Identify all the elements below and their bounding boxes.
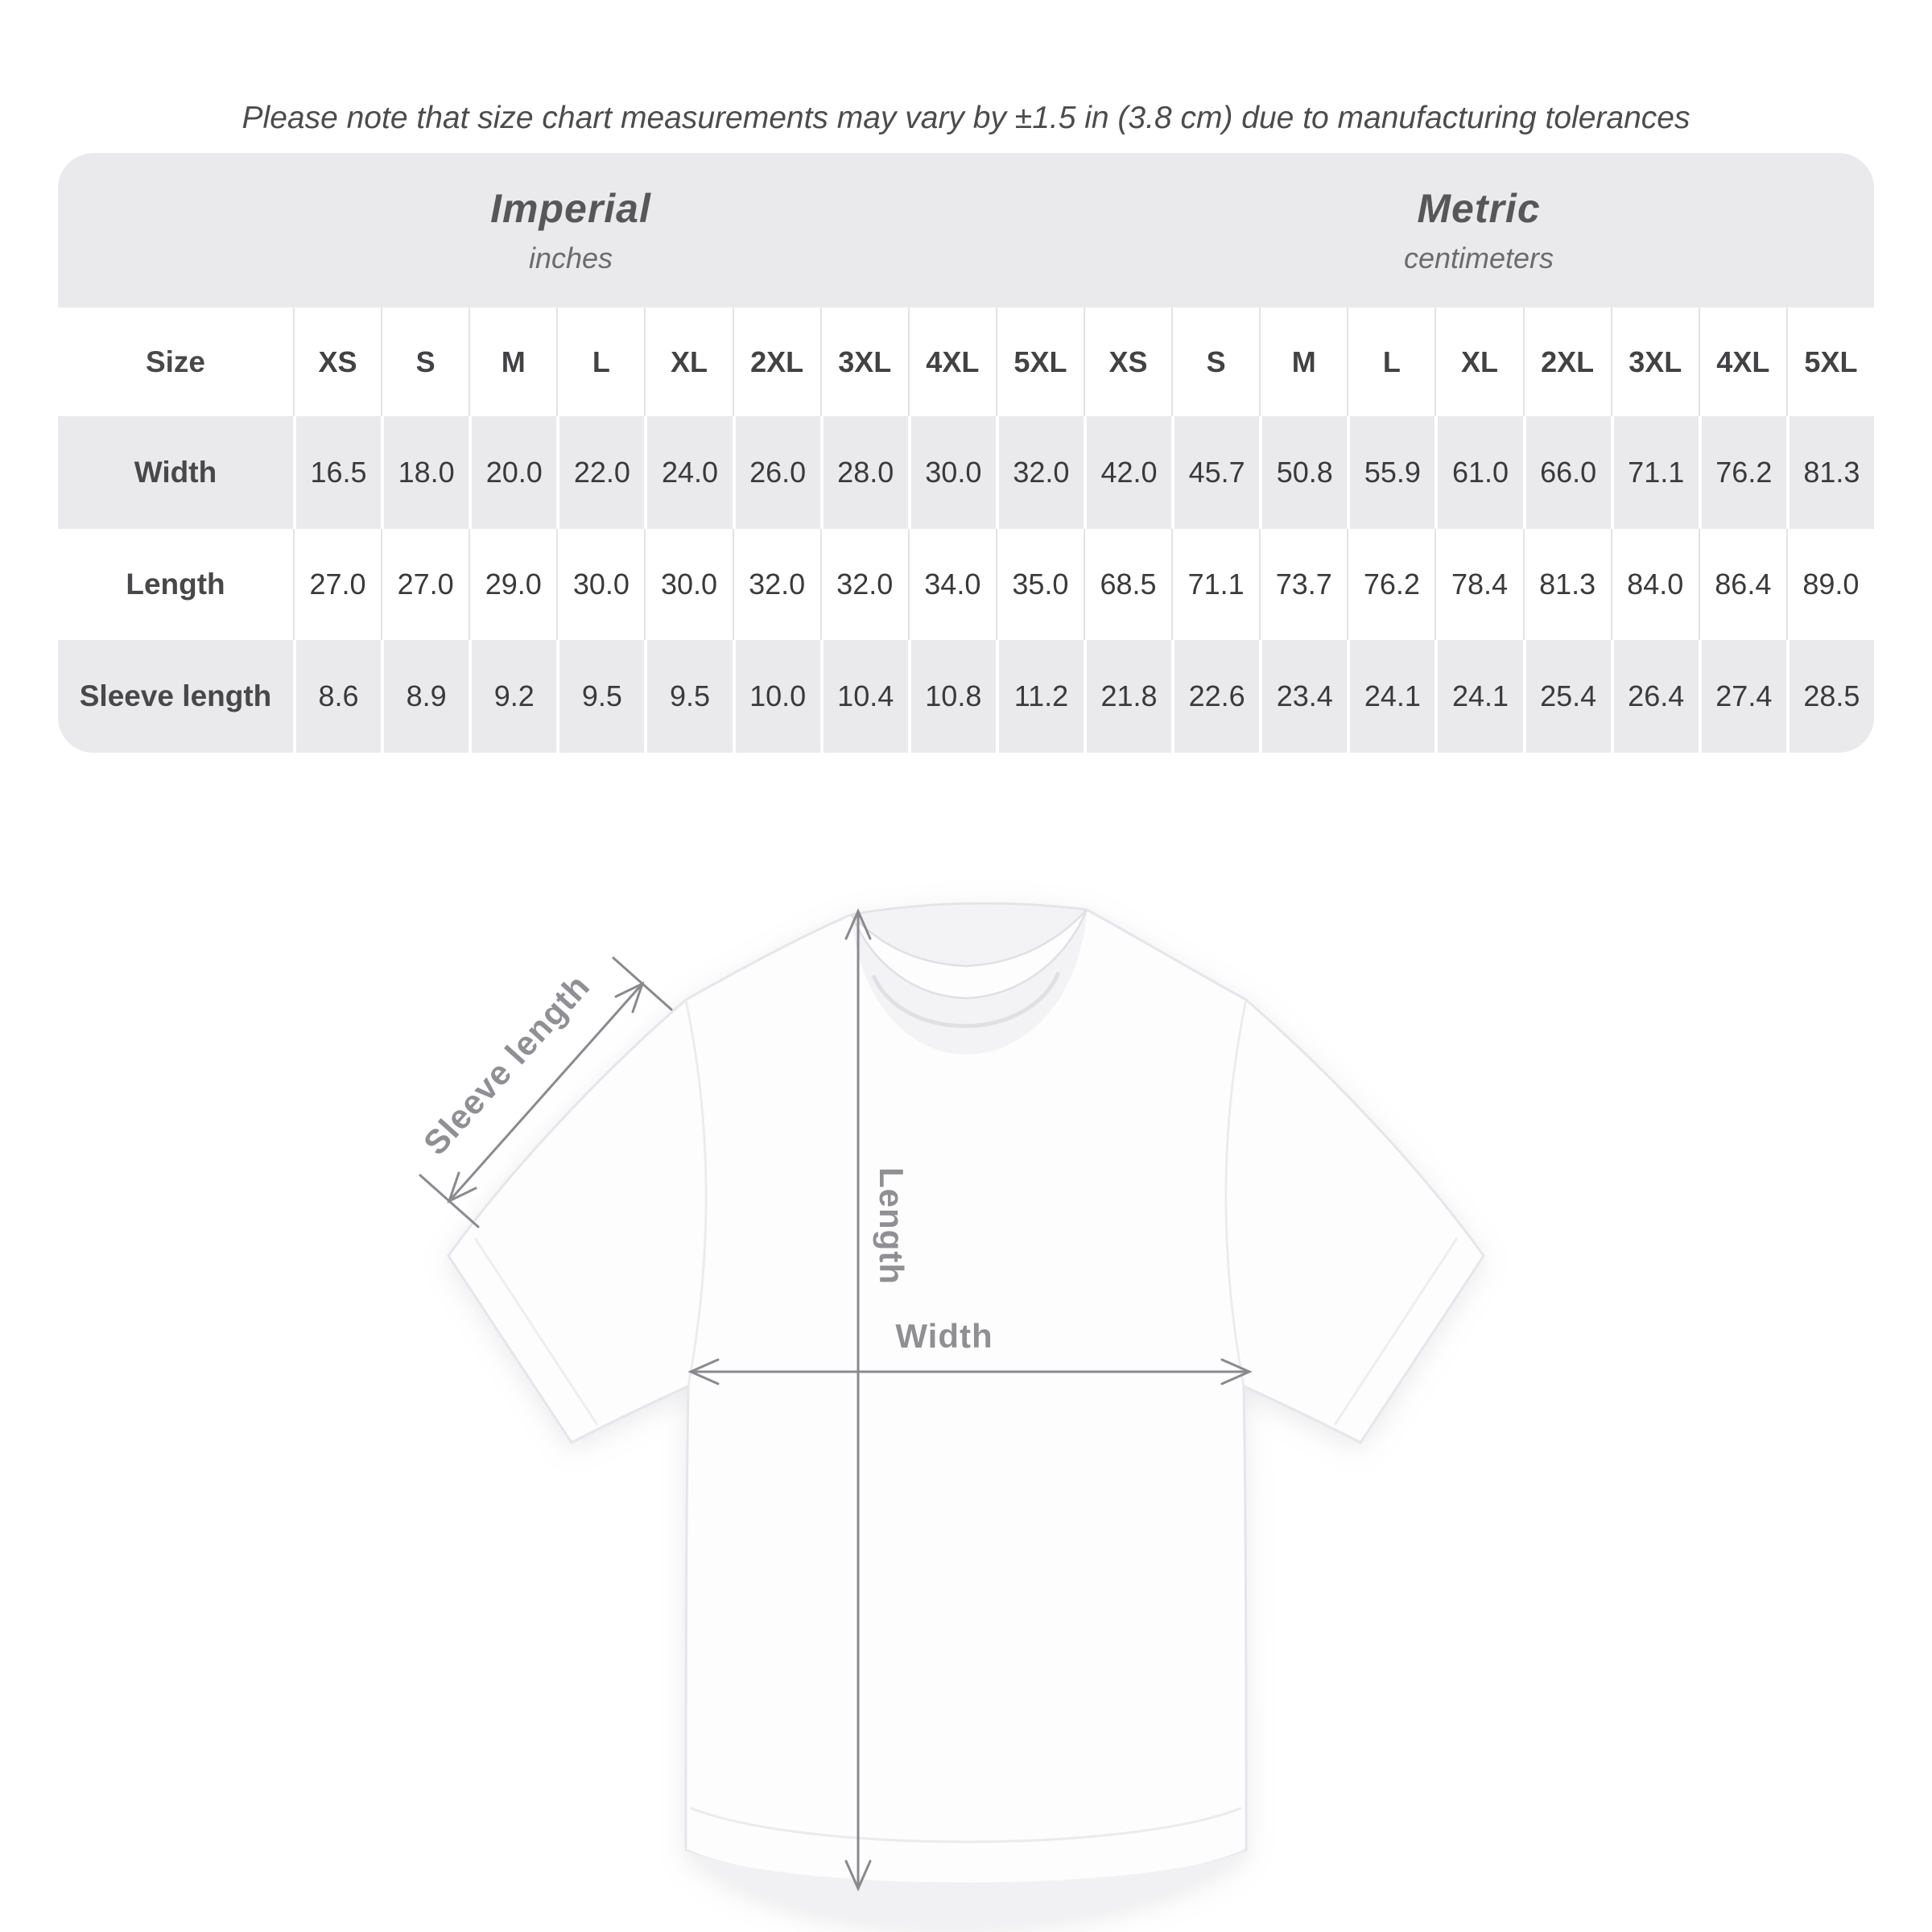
measurement-row-label: Sleeve length — [58, 640, 293, 753]
measurement-value-metric: 68.5 — [1084, 529, 1171, 640]
size-column-header-metric: M — [1259, 308, 1347, 416]
measurement-row-label: Width — [58, 416, 293, 529]
measurement-value-imperial: 29.0 — [469, 529, 556, 640]
measurement-value-imperial: 22.0 — [556, 416, 644, 529]
size-column-header-imperial: 5XL — [996, 308, 1084, 416]
measurement-value-metric: 28.5 — [1786, 640, 1874, 753]
measurement-value-imperial: 8.6 — [293, 640, 381, 753]
measurement-value-imperial: 35.0 — [996, 529, 1084, 640]
measurement-value-metric: 76.2 — [1699, 416, 1786, 529]
tolerance-note: Please note that size chart measurements may vary by ±1.5 in (3.8 cm) due to manufacturing tolerances — [242, 101, 1690, 135]
size-column-header-imperial: 4XL — [908, 308, 996, 416]
imperial-subtitle: inches — [528, 242, 613, 275]
measurement-value-metric: 81.3 — [1786, 416, 1874, 529]
measurement-value-imperial: 30.0 — [908, 416, 996, 529]
measurement-value-metric: 42.0 — [1084, 416, 1171, 529]
measurement-value-imperial: 9.5 — [556, 640, 644, 753]
metric-subtitle: centimeters — [1403, 242, 1554, 275]
measurement-value-imperial: 10.0 — [733, 640, 820, 753]
size-column-header-metric: 3XL — [1611, 308, 1699, 416]
size-column-header-metric: XL — [1435, 308, 1522, 416]
measurement-value-metric: 55.9 — [1347, 416, 1435, 529]
tshirt-graphic — [448, 903, 1484, 1926]
measurement-value-metric: 71.1 — [1171, 529, 1259, 640]
measurement-value-imperial: 18.0 — [381, 416, 469, 529]
measurement-value-metric: 24.1 — [1347, 640, 1435, 753]
measurement-value-metric: 61.0 — [1435, 416, 1522, 529]
measurement-value-metric: 27.4 — [1699, 640, 1786, 753]
measurement-value-imperial: 32.0 — [820, 529, 908, 640]
measurement-value-imperial: 27.0 — [381, 529, 469, 640]
size-column-header-imperial: XS — [293, 308, 381, 416]
measurement-value-metric: 21.8 — [1084, 640, 1171, 753]
measurement-value-imperial: 32.0 — [996, 416, 1084, 529]
measurement-value-imperial: 27.0 — [293, 529, 381, 640]
measurement-value-imperial: 30.0 — [644, 529, 732, 640]
measurement-value-imperial: 9.5 — [644, 640, 732, 753]
size-column-header-imperial: S — [381, 308, 469, 416]
metric-title: Metric — [1417, 186, 1541, 231]
measurement-value-metric: 26.4 — [1611, 640, 1699, 753]
measurement-value-metric: 73.7 — [1259, 529, 1347, 640]
size-column-header-metric: 2XL — [1523, 308, 1611, 416]
measurement-value-imperial: 9.2 — [469, 640, 556, 753]
measurement-value-metric: 25.4 — [1523, 640, 1611, 753]
measurement-value-imperial: 26.0 — [733, 416, 820, 529]
measurement-value-metric: 24.1 — [1435, 640, 1522, 753]
measurement-value-metric: 45.7 — [1171, 416, 1259, 529]
size-column-header-imperial: L — [556, 308, 644, 416]
measurement-value-metric: 76.2 — [1347, 529, 1435, 640]
measurement-value-imperial: 20.0 — [469, 416, 556, 529]
size-corner-header: Size — [58, 308, 293, 416]
measurement-value-imperial: 28.0 — [820, 416, 908, 529]
sleeve-length-label: Sleeve length — [415, 967, 597, 1162]
measurement-value-metric: 84.0 — [1611, 529, 1699, 640]
measurement-value-imperial: 30.0 — [556, 529, 644, 640]
measurement-value-metric: 86.4 — [1699, 529, 1786, 640]
measurement-value-metric: 22.6 — [1171, 640, 1259, 753]
measurement-value-imperial: 32.0 — [733, 529, 820, 640]
measurement-value-imperial: 34.0 — [908, 529, 996, 640]
measurement-value-imperial: 24.0 — [644, 416, 732, 529]
measurement-value-imperial: 16.5 — [293, 416, 381, 529]
measurement-value-imperial: 10.4 — [820, 640, 908, 753]
measurement-value-metric: 71.1 — [1611, 416, 1699, 529]
imperial-title: Imperial — [490, 186, 651, 231]
measurement-value-metric: 50.8 — [1259, 416, 1347, 529]
measurement-value-metric: 89.0 — [1786, 529, 1874, 640]
size-column-header-imperial: 2XL — [733, 308, 820, 416]
measurement-value-imperial: 8.9 — [381, 640, 469, 753]
size-column-header-metric: 4XL — [1699, 308, 1786, 416]
measurement-row-label: Length — [58, 529, 293, 640]
measurement-value-metric: 66.0 — [1523, 416, 1611, 529]
size-column-header-imperial: 3XL — [820, 308, 908, 416]
size-column-header-imperial: XL — [644, 308, 732, 416]
measurement-value-imperial: 11.2 — [996, 640, 1084, 753]
size-column-header-metric: 5XL — [1786, 308, 1874, 416]
size-column-header-metric: S — [1171, 308, 1259, 416]
measurement-value-imperial: 10.8 — [908, 640, 996, 753]
size-column-header-metric: L — [1347, 308, 1435, 416]
width-label: Width — [895, 1317, 993, 1355]
measurement-value-metric: 23.4 — [1259, 640, 1347, 753]
measurement-value-metric: 81.3 — [1523, 529, 1611, 640]
size-column-header-imperial: M — [469, 308, 556, 416]
size-column-header-metric: XS — [1084, 308, 1171, 416]
length-label: Length — [873, 1167, 910, 1285]
measurement-value-metric: 78.4 — [1435, 529, 1522, 640]
